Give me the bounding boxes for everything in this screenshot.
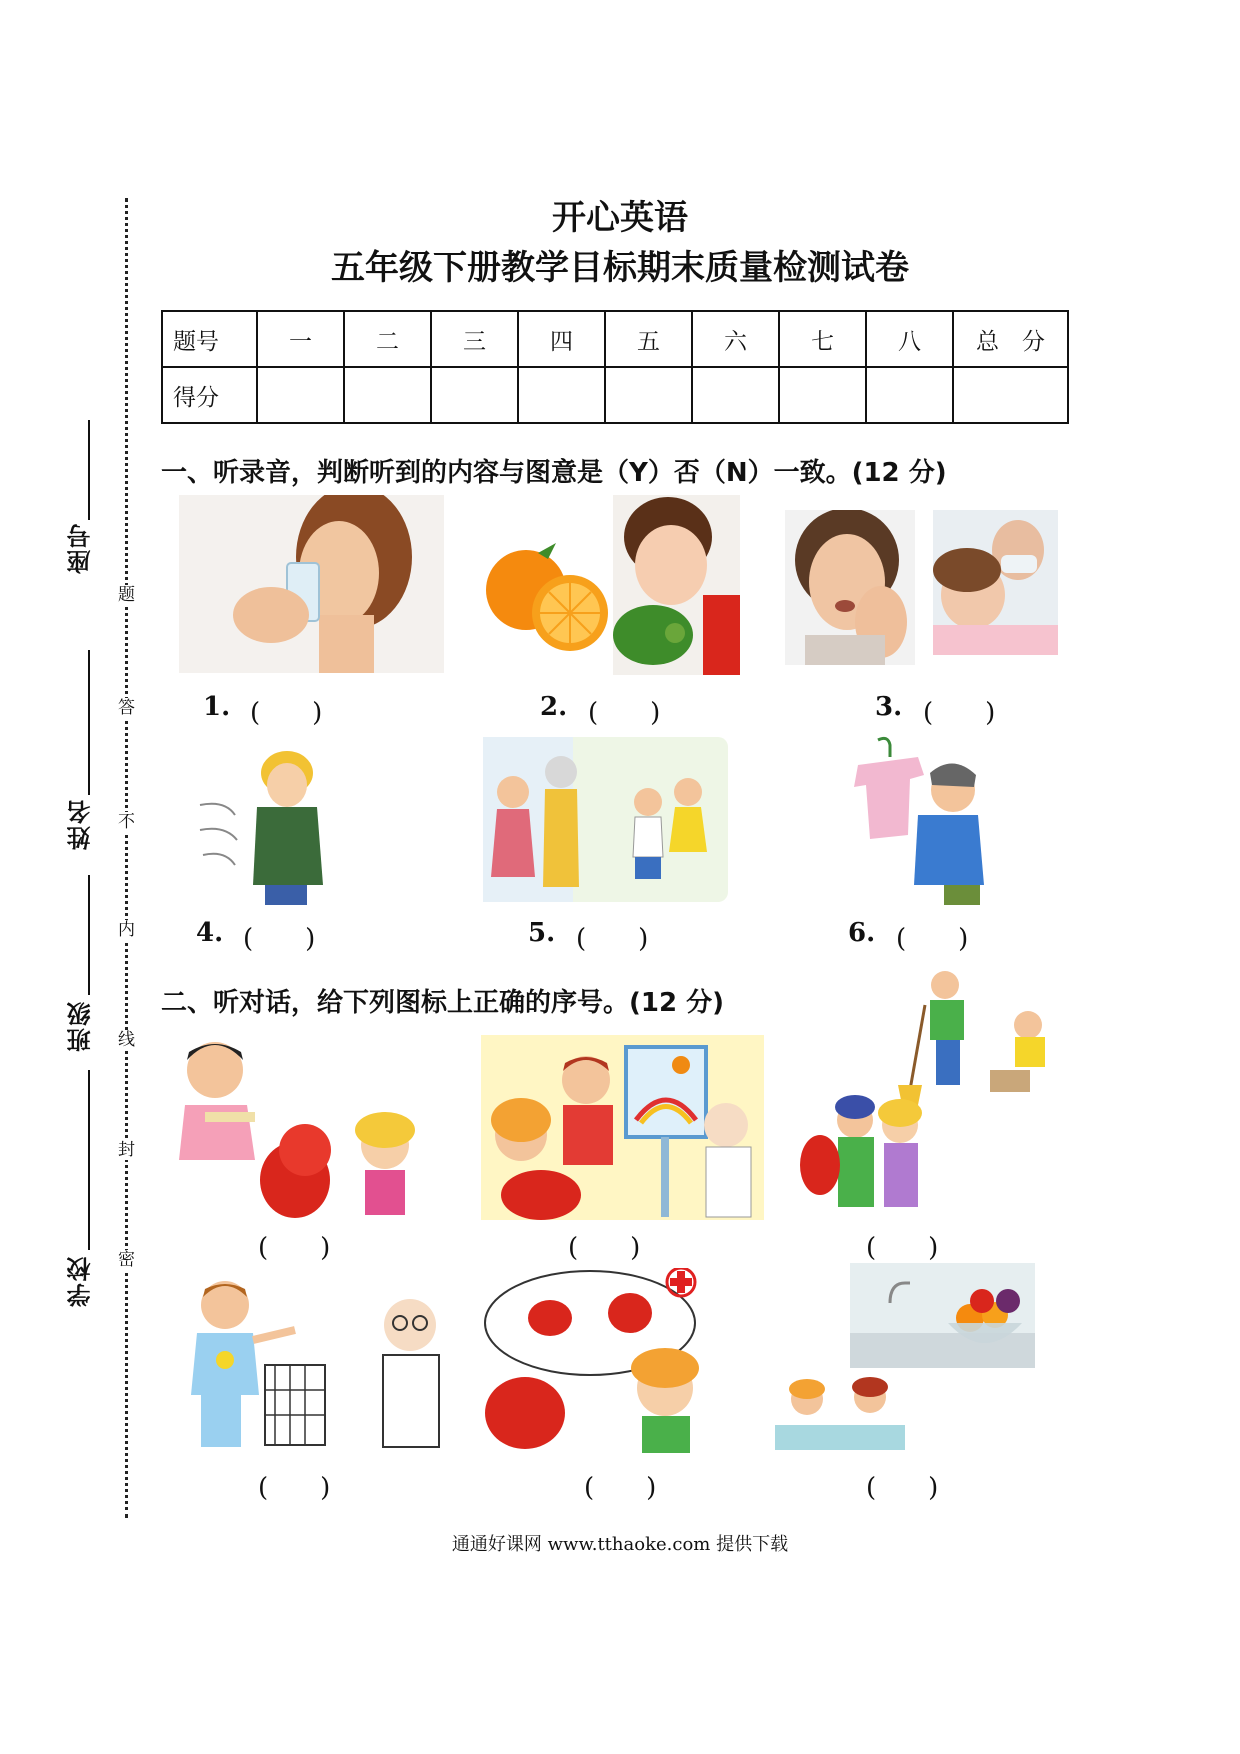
item-number: 6. bbox=[848, 918, 876, 948]
answer-blank[interactable]: ( ) bbox=[866, 1473, 939, 1503]
man-holding-shirt-drawing bbox=[848, 735, 988, 905]
answer-blank[interactable]: ( ) bbox=[243, 924, 316, 954]
answer-blank[interactable]: ( ) bbox=[576, 924, 649, 954]
answer-blank[interactable]: ( ) bbox=[258, 1233, 331, 1263]
toothache-woman-photo bbox=[785, 510, 915, 665]
score-header-cell: 八 bbox=[866, 311, 953, 367]
score-cell[interactable] bbox=[431, 367, 518, 423]
score-cell[interactable] bbox=[953, 367, 1068, 423]
score-cell[interactable] bbox=[779, 367, 866, 423]
kids-cleaning-drawing bbox=[800, 965, 1065, 1210]
boy-brushing-teeth-drawing bbox=[165, 1030, 427, 1220]
score-header-cell: 三 bbox=[431, 311, 518, 367]
score-header-cell: 七 bbox=[779, 311, 866, 367]
score-cell[interactable] bbox=[257, 367, 344, 423]
score-cell[interactable] bbox=[692, 367, 779, 423]
seal-char: 题 bbox=[118, 585, 135, 605]
score-cell[interactable] bbox=[605, 367, 692, 423]
school-line[interactable] bbox=[88, 1070, 90, 1250]
child-eating-fruit-photo bbox=[613, 495, 740, 675]
doctor-eye-chart-drawing bbox=[481, 1035, 764, 1220]
binding-dotted-line bbox=[125, 198, 128, 1518]
boy-trash-bin-doctor-drawing bbox=[175, 1275, 460, 1450]
seal-char: 答 bbox=[118, 698, 135, 718]
seal-char: 封 bbox=[118, 1140, 135, 1160]
seal-char: 密 bbox=[118, 1250, 135, 1270]
class-label: 班级 bbox=[67, 1000, 95, 1052]
score-header-cell: 总 分 bbox=[953, 311, 1068, 367]
school-label: 学校 bbox=[67, 1255, 95, 1307]
section2-title: 二、听对话，给下列图标上正确的序号。(12 分) bbox=[161, 988, 724, 1018]
page-subtitle: 五年级下册教学目标期末质量检测试卷 bbox=[331, 248, 909, 288]
family-and-kids-drawing bbox=[483, 737, 728, 902]
boy-in-wind-drawing bbox=[195, 745, 345, 905]
answer-blank[interactable]: ( ) bbox=[584, 1473, 657, 1503]
woman-drinking-water-photo bbox=[179, 495, 444, 673]
answer-blank[interactable]: ( ) bbox=[568, 1233, 641, 1263]
kids-at-table-drawing bbox=[775, 1375, 905, 1450]
item-number: 2. bbox=[540, 692, 568, 722]
answer-blank[interactable]: ( ) bbox=[923, 698, 996, 728]
score-header-cell: 一 bbox=[257, 311, 344, 367]
fruit-bowl-kitchen-photo bbox=[850, 1263, 1035, 1368]
score-cell[interactable] bbox=[344, 367, 431, 423]
score-header-cell: 二 bbox=[344, 311, 431, 367]
class-line[interactable] bbox=[88, 875, 90, 995]
seal-char: 内 bbox=[118, 920, 135, 940]
answer-blank[interactable]: ( ) bbox=[588, 698, 661, 728]
score-header-cell: 五 bbox=[605, 311, 692, 367]
score-header-cell: 题号 bbox=[162, 311, 257, 367]
name-label: 姓名 bbox=[67, 798, 95, 850]
answer-blank[interactable]: ( ) bbox=[258, 1473, 331, 1503]
seal-char: 线 bbox=[118, 1030, 135, 1050]
sick-dinosaur-girl-drawing bbox=[480, 1268, 745, 1453]
item-number: 4. bbox=[196, 918, 224, 948]
item-number: 3. bbox=[875, 692, 903, 722]
dentist-photo bbox=[933, 510, 1058, 655]
page-title: 开心英语 bbox=[552, 198, 688, 238]
seat-number-label: 座号 bbox=[67, 522, 95, 574]
score-table bbox=[161, 310, 1069, 424]
item-number: 5. bbox=[528, 918, 556, 948]
answer-blank[interactable]: ( ) bbox=[896, 924, 969, 954]
score-header-cell: 六 bbox=[692, 311, 779, 367]
answer-blank[interactable]: ( ) bbox=[866, 1233, 939, 1263]
section1-title: 一、听录音，判断听到的内容与图意是（Y）否（N）一致。(12 分) bbox=[161, 458, 947, 488]
name-line[interactable] bbox=[88, 650, 90, 795]
score-header-cell: 四 bbox=[518, 311, 605, 367]
item-number: 1. bbox=[203, 692, 231, 722]
score-cell[interactable] bbox=[518, 367, 605, 423]
seat-number-line[interactable] bbox=[88, 420, 90, 520]
seal-char: 不 bbox=[118, 812, 135, 832]
footer-credit: 通通好课网 www.tthaoke.com 提供下载 bbox=[451, 1534, 789, 1555]
score-cell[interactable] bbox=[866, 367, 953, 423]
oranges-photo bbox=[478, 535, 618, 655]
score-row-label: 得分 bbox=[162, 367, 257, 423]
answer-blank[interactable]: ( ) bbox=[250, 698, 323, 728]
